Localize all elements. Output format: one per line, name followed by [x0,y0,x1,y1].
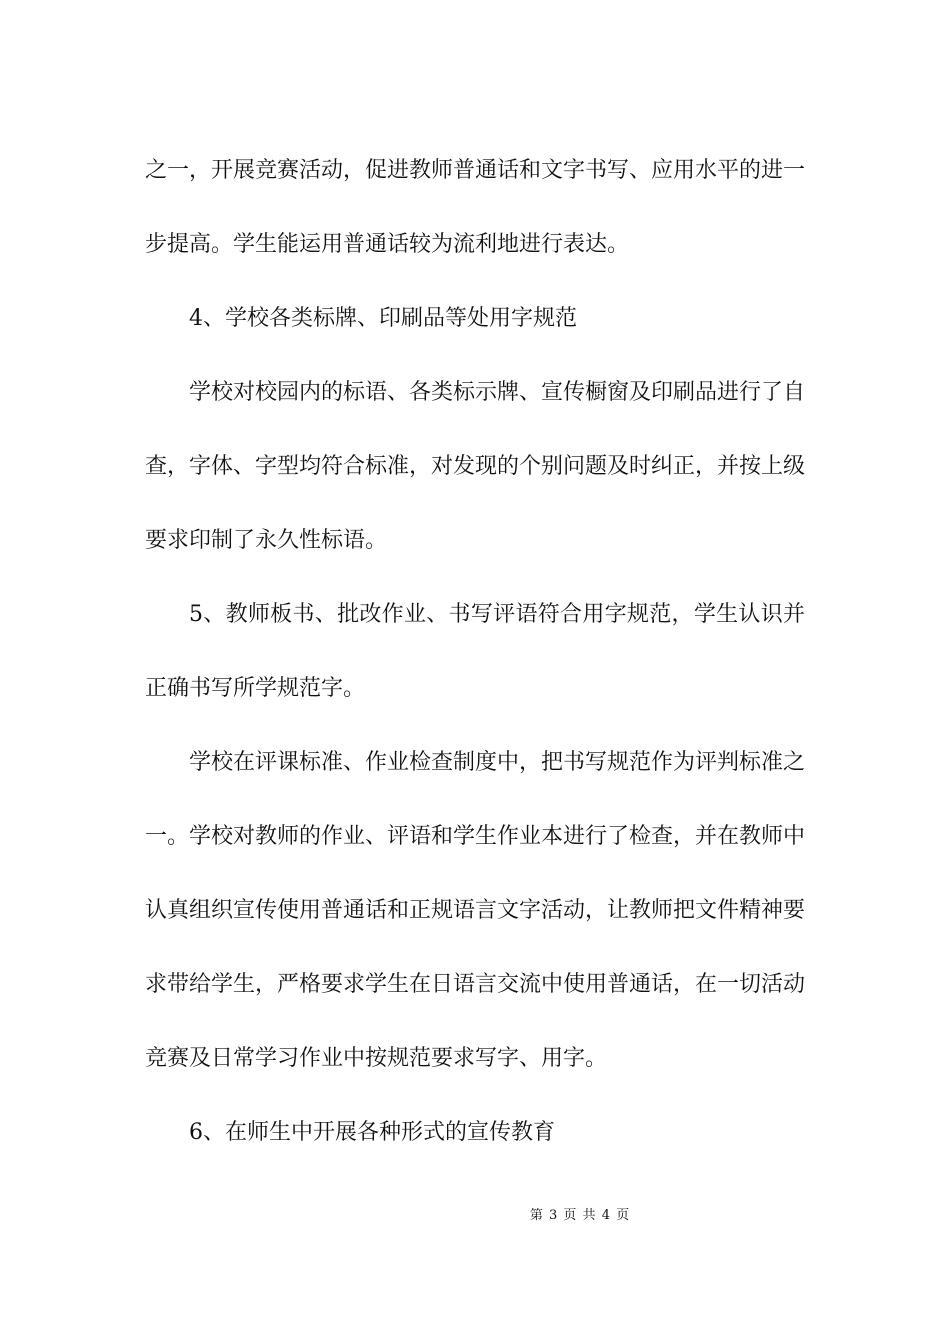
paragraph-4-heading: 5、教师板书、批改作业、书写评语符合用字规范，学生认识并正确书写所学规范字。 [145,602,805,701]
paragraph-2-heading: 4、学校各类标牌、印刷品等处用字规范 [189,306,577,331]
paragraph-1: 之一，开展竞赛活动，促进教师普通话和文字书写、应用水平的进一步提高。学生能运用普通话较为流利地进行表达。 [145,158,806,257]
paragraph-3: 学校对校园内的标语、各类标示牌、宣传橱窗及印刷品进行了自查，字体、字型均符合标准，对发现的个别问题及时纠正，并按上级要求印制了永久性标语。 [145,380,806,553]
paragraph-6-heading: 6、在师生中开展各种形式的宣传教育 [189,1120,555,1145]
document-body [145,134,805,1170]
page-number-footer: 第 3 页 共 4 页 [529,1208,631,1223]
paragraph-5: 学校在评课标准、作业检查制度中，把书写规范作为评判标准之一。学校对教师的作业、评语和学生作业本进行了检查，并在教师中认真组织宣传使用普通话和正规语言文字活动，让教师把文件精神要求带给学生，严格要求学生在日语言交流中使用普通话，在一切活动竞赛及日常学习作业中按规范要求写字、用字。 [145,750,806,1071]
